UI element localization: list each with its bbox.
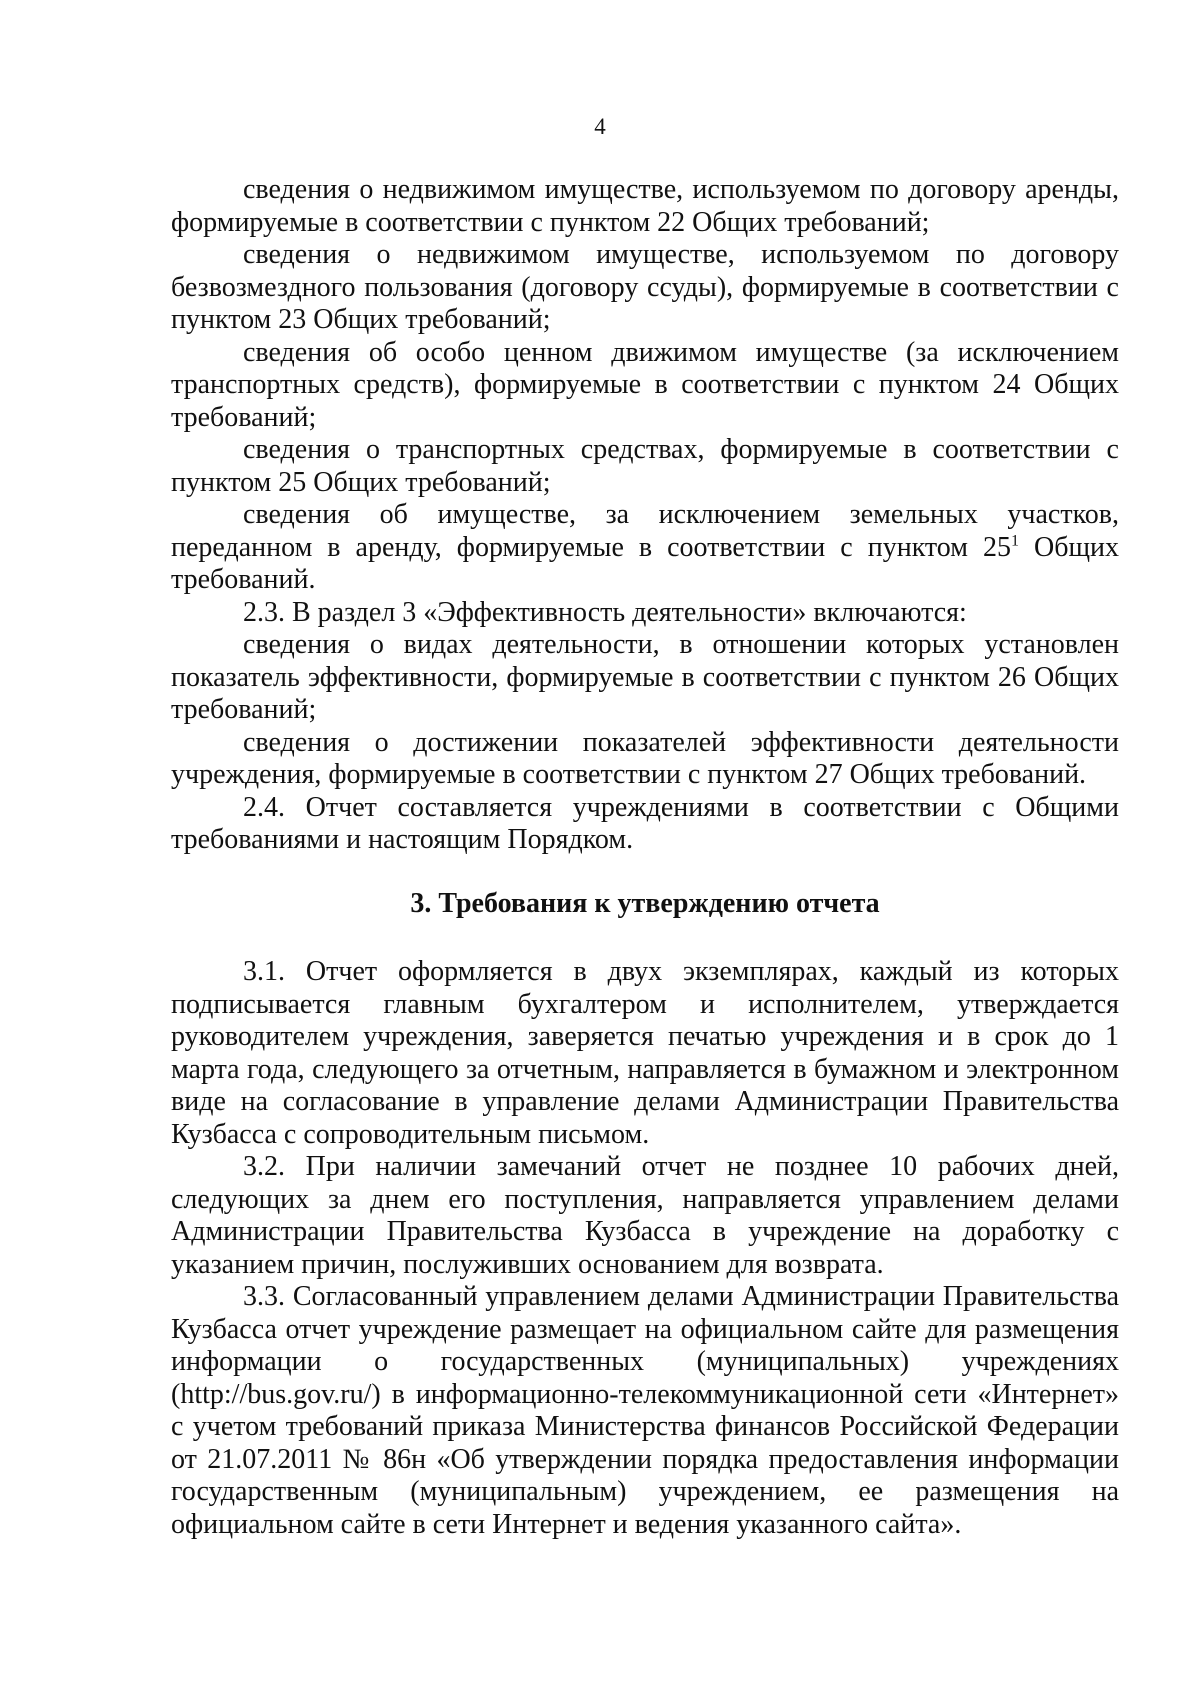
paragraph-vehicles: сведения о транспортных средствах, формируемые в соответствии с пунктом 25 Общих требований; [171,434,1119,498]
paragraph-3-2: 3.2. При наличии замечаний отчет не позднее 10 рабочих дней, следующих за днем его поступления, направляется управлением делами Администрации Правительства Кузбасса в учреждение на доработку с указанием причин, послуживших основанием для возврата. [171,1151,1119,1280]
paragraph-3-3: 3.3. Согласованный управлением делами Администрации Правительства Кузбасса отчет учреждение размещает на официальном сайте для размещения информации о государственных (муниципальных) учреждениях (http://bus.gov.ru/) в информационно-телекоммуникационной сети «Интернет» с учетом требований приказа Министерства финансов Российской Федерации от 21.07.2011 № 86н «Об утверждении порядка предоставления информации государственным (муниципальным) учреждением, ее размещения на официальном сайте в сети Интернет и ведения указанного сайта». [171,1281,1119,1540]
paragraph-leased-out-property [171,499,1119,597]
section-heading: 3. Требования к утверждению отчета [410,887,880,919]
footnote-superscript: 1 [1010,532,1019,550]
paragraph-2-3: 2.3. В раздел 3 «Эффективность деятельности» включаются: [243,596,967,628]
leased-out-text-after: Общих требований. [171,531,1119,595]
paragraph-3-1: 3.1. Отчет оформляется в двух экземплярах, каждый из которых подписывается главным бухгалтером и исполнителем, утверждается руководителем учреждения, заверяется печатью учреждения и в срок до 1 марта года, следующего за отчетным, направляется в бумажном и электронном виде на согласование в управление делами Администрации Правительства Кузбасса с сопроводительным письмом. [171,956,1119,1150]
paragraph-lease-property: сведения о недвижимом имуществе, используемом по договору аренды, формируемые в соответствии с пунктом 22 Общих требований; [171,174,1119,238]
paragraph-free-use-property: сведения о недвижимом имуществе, используемом по договору безвозмездного пользования (договору ссуды), формируемые в соответствии с пунктом 23 Общих требований; [171,239,1119,335]
paragraph-performance-indicators: сведения о достижении показателей эффективности деятельности учреждения, формируемые в соответствии с пунктом 27 Общих требований. [171,726,1119,790]
page-number: 4 [594,114,606,139]
paragraph-2-4: 2.4. Отчет составляется учреждениями в соответствии с Общими требованиями и настоящим Порядком. [171,791,1119,855]
paragraph-valuable-movable-property: сведения об особо ценном движимом имуществе (за исключением транспортных средств), формируемые в соответствии с пунктом 24 Общих требований; [171,336,1119,433]
document-body [171,174,1119,1541]
leased-out-text-before: сведения об имуществе, за исключением земельных участков, переданном в аренду, формируемые в соответствии с пунктом 25 [171,499,1119,563]
paragraph-activity-types: сведения о видах деятельности, в отношении которых установлен показатель эффективности, формируемые в соответствии с пунктом 26 Общих требований; [171,629,1119,725]
